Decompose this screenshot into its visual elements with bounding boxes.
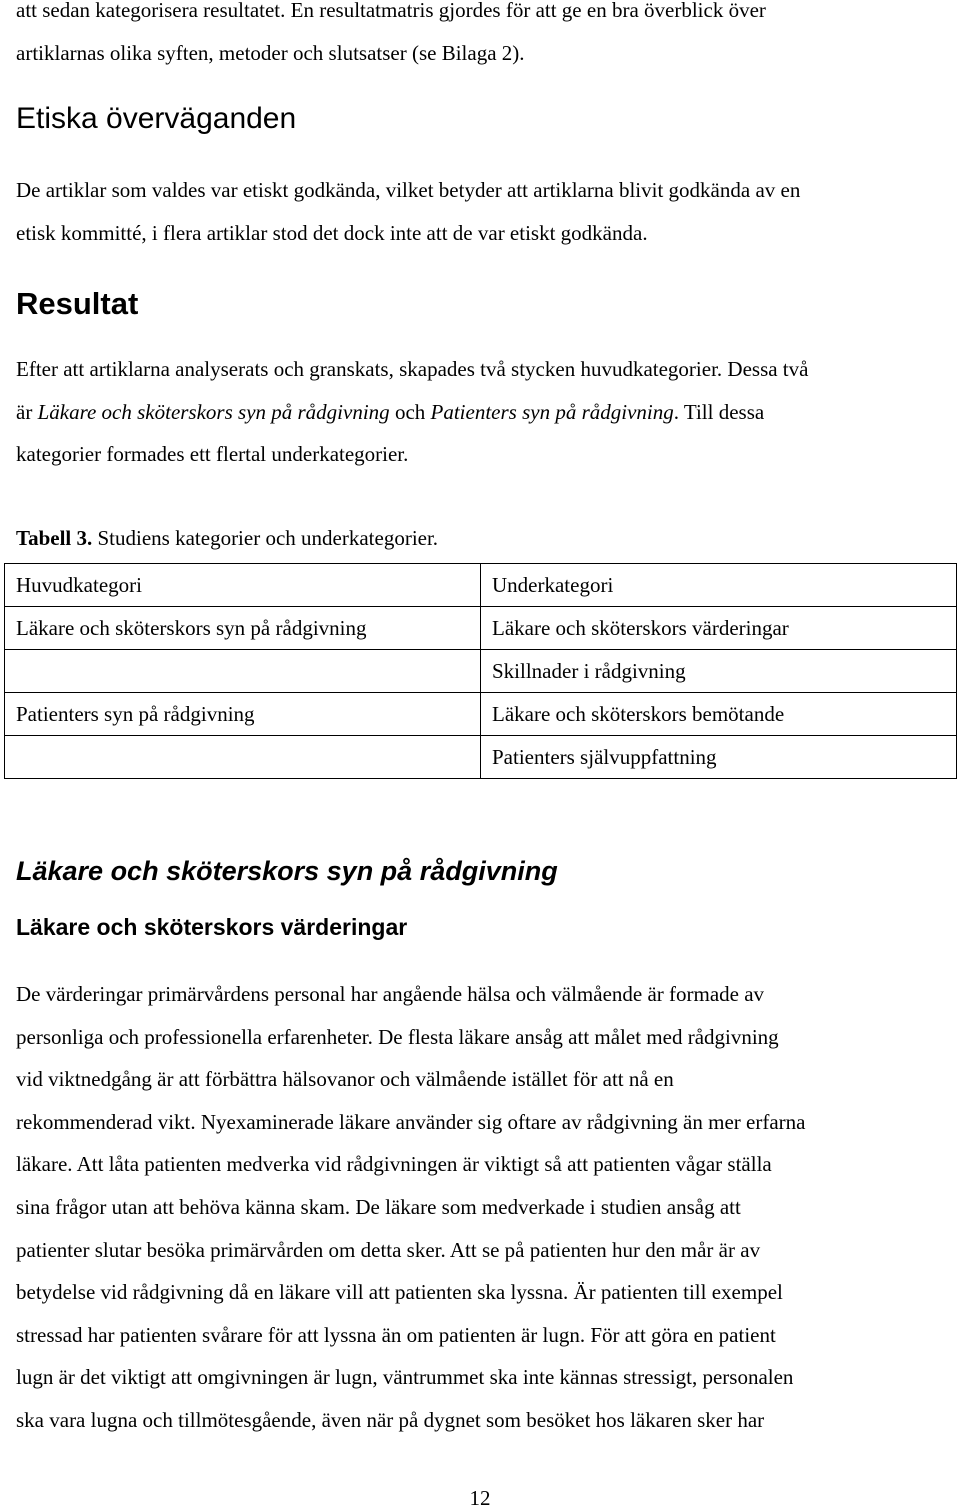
ethics-line: etisk kommitté, i flera artiklar stod det dock inte att de var etiskt godkända.	[16, 220, 648, 245]
category-2-name: Patienters syn på rådgivning	[430, 399, 674, 424]
section-line: stressad har patienten svårare för att lyssna än om patienten är lugn. För att göra en patient	[16, 1322, 776, 1347]
section-line: sina frågor utan att behöva känna skam. De läkare som medverkade i studien ansåg att	[16, 1194, 741, 1219]
intro-line: att sedan kategorisera resultatet. En resultatmatris gjordes för att ge en bra överblick över	[16, 0, 766, 22]
table-cell: Läkare och sköterskors värderingar	[481, 607, 957, 650]
section-paragraph	[16, 973, 953, 1442]
section-line: läkare. Att låta patienten medverka vid rådgivningen är viktigt så att patienten vågar ställa	[16, 1152, 772, 1177]
ethics-line: De artiklar som valdes var etiskt godkända, vilket betyder att artiklarna blivit godkända av en	[16, 178, 801, 202]
table-header-row	[5, 564, 957, 607]
section-line: rekommenderad vikt. Nyexaminerade läkare använder sig oftare av rådgivning än mer erfarna	[16, 1109, 806, 1134]
categories-table-body	[5, 564, 957, 779]
section-line: patienter slutar besöka primärvården om detta sker. Att se på patienten hur den mår är av	[16, 1237, 761, 1262]
section-subheading: Läkare och sköterskors värderingar	[16, 914, 408, 940]
results-line-2	[16, 391, 953, 434]
table-header-cell: Underkategori	[481, 564, 957, 607]
page-number: 12	[469, 1486, 491, 1510]
table-cell	[5, 736, 481, 779]
table-cell: Läkare och sköterskors bemötande	[481, 693, 957, 736]
intro-paragraph	[16, 0, 953, 74]
results-line-1: Efter att artiklarna analyserats och granskats, skapades två stycken huvudkategorier. Dessa två	[16, 357, 809, 381]
table-cell: Skillnader i rådgivning	[481, 650, 957, 693]
section-line: ska vara lugna och tillmötesgående, även när på dygnet som besöket hos läkaren sker har	[16, 1407, 765, 1432]
table-cell: Patienters syn på rådgivning	[5, 693, 481, 736]
results-line-3: kategorier formades ett flertal underkategorier.	[16, 442, 409, 467]
table-caption-text: Studiens kategorier och underkategorier.	[92, 526, 439, 550]
results-heading: Resultat	[16, 286, 139, 321]
results-text: är	[16, 399, 38, 424]
section-line: De värderingar primärvårdens personal har angående hälsa och välmående är formade av	[16, 982, 765, 1006]
ethics-paragraph	[16, 169, 953, 254]
table-header-cell: Huvudkategori	[5, 564, 481, 607]
section-heading: Läkare och sköterskors syn på rådgivning	[16, 856, 558, 886]
table-row	[5, 736, 957, 779]
section-line: vid viktnedgång är att förbättra hälsovanor och välmående istället för att nå en	[16, 1067, 674, 1092]
ethics-heading: Etiska överväganden	[16, 102, 297, 135]
category-1-name: Läkare och sköterskors syn på rådgivning	[37, 399, 390, 424]
table-caption-label: Tabell 3.	[16, 526, 93, 550]
section-line: betydelse vid rådgivning då en läkare vill att patienten ska lyssna. Är patienten till exempel	[16, 1280, 783, 1305]
section-line: lugn är det viktigt att omgivningen är lugn, väntrummet ska inte kännas stressigt, personalen	[16, 1365, 794, 1390]
table-row	[5, 607, 957, 650]
table-cell: Läkare och sköterskors syn på rådgivning	[5, 607, 481, 650]
results-text: . Till dessa	[673, 399, 765, 424]
results-paragraph	[16, 348, 953, 476]
intro-line: artiklarnas olika syften, metoder och slutsatser (se Bilaga 2).	[16, 40, 525, 65]
results-text: och	[389, 399, 431, 424]
table-row	[5, 693, 957, 736]
categories-table	[4, 563, 957, 779]
table-cell: Patienters självuppfattning	[481, 736, 957, 779]
table-row	[5, 650, 957, 693]
table-cell	[5, 650, 481, 693]
section-line: personliga och professionella erfarenheter. De flesta läkare ansåg att målet med rådgivning	[16, 1024, 779, 1049]
table-caption	[16, 526, 438, 551]
